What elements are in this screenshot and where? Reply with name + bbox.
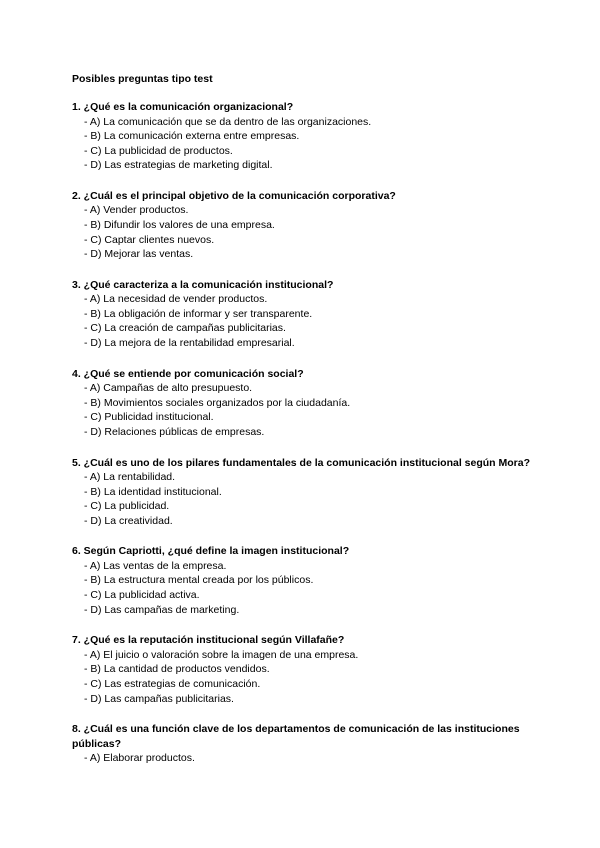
option-c: - C) Las estrategias de comunicación. bbox=[84, 677, 261, 690]
option-a: - A) El juicio o valoración sobre la imagen de una empresa. bbox=[84, 648, 359, 661]
question-text: 2. ¿Cuál es el principal objetivo de la comunicación corporativa? bbox=[72, 189, 396, 202]
question-7 bbox=[72, 633, 532, 706]
question-6 bbox=[72, 544, 532, 617]
option-d: - D) Relaciones públicas de empresas. bbox=[84, 425, 265, 438]
option-list bbox=[72, 381, 532, 439]
option-a: - A) La necesidad de vender productos. bbox=[84, 293, 268, 306]
option-b: - B) La cantidad de productos vendidos. bbox=[84, 663, 270, 676]
question-2 bbox=[72, 189, 532, 262]
option-b: - B) La obligación de informar y ser transparente. bbox=[84, 307, 313, 320]
question-text: 1. ¿Qué es la comunicación organizacional? bbox=[72, 101, 294, 113]
option-list bbox=[72, 559, 532, 617]
option-a: - A) La rentabilidad. bbox=[84, 471, 176, 483]
question-1 bbox=[72, 100, 532, 173]
option-b: - B) Difundir los valores de una empresa. bbox=[84, 218, 275, 231]
option-list bbox=[72, 648, 532, 706]
option-b: - B) La estructura mental creada por los públicos. bbox=[84, 574, 314, 587]
question-text: 4. ¿Qué se entiende por comunicación social? bbox=[72, 367, 304, 380]
question-8 bbox=[72, 722, 532, 766]
question-text: 8. ¿Cuál es una función clave de los departamentos de comunicación de las instituciones públicas? bbox=[72, 723, 520, 750]
option-d: - D) La mejora de la rentabilidad empresarial. bbox=[84, 337, 295, 350]
question-3 bbox=[72, 278, 532, 351]
question-text: 5. ¿Cuál es uno de los pilares fundamentales de la comunicación institucional según Mora? bbox=[72, 456, 531, 469]
option-list bbox=[72, 115, 532, 173]
option-b: - B) Movimientos sociales organizados por la ciudadanía. bbox=[84, 396, 351, 409]
option-a: - A) Las ventas de la empresa. bbox=[84, 559, 227, 572]
option-list bbox=[72, 292, 532, 350]
option-d: - D) Las campañas publicitarias. bbox=[84, 692, 234, 705]
question-list bbox=[72, 100, 532, 782]
option-c: - C) La publicidad. bbox=[84, 500, 170, 513]
option-d: - D) Las estrategias de marketing digital. bbox=[84, 159, 273, 172]
option-a: - A) La comunicación que se da dentro de las organizaciones. bbox=[84, 115, 372, 128]
option-b: - B) La comunicación externa entre empresas. bbox=[84, 130, 300, 143]
option-d: - D) Las campañas de marketing. bbox=[84, 603, 240, 616]
document-title: Posibles preguntas tipo test bbox=[72, 73, 213, 85]
option-a: - A) Elaborar productos. bbox=[84, 752, 195, 765]
option-b: - B) La identidad institucional. bbox=[84, 485, 222, 498]
question-text: 3. ¿Qué caracteriza a la comunicación institucional? bbox=[72, 278, 334, 291]
option-list bbox=[72, 470, 532, 528]
option-list bbox=[72, 751, 532, 766]
question-text: 7. ¿Qué es la reputación institucional según Villafañe? bbox=[72, 634, 345, 647]
option-c: - C) La creación de campañas publicitarias. bbox=[84, 322, 286, 335]
option-a: - A) Campañas de alto presupuesto. bbox=[84, 382, 253, 395]
option-c: - C) Publicidad institucional. bbox=[84, 411, 214, 424]
option-d: - D) La creatividad. bbox=[84, 514, 173, 527]
question-text: 6. Según Capriotti, ¿qué define la imagen institucional? bbox=[72, 545, 350, 558]
option-d: - D) Mejorar las ventas. bbox=[84, 248, 194, 261]
option-a: - A) Vender productos. bbox=[84, 204, 189, 217]
option-c: - C) Captar clientes nuevos. bbox=[84, 233, 215, 246]
question-5 bbox=[72, 456, 532, 529]
question-4 bbox=[72, 367, 532, 440]
option-c: - C) La publicidad activa. bbox=[84, 589, 200, 602]
option-c: - C) La publicidad de productos. bbox=[84, 144, 233, 157]
option-list bbox=[72, 203, 532, 261]
